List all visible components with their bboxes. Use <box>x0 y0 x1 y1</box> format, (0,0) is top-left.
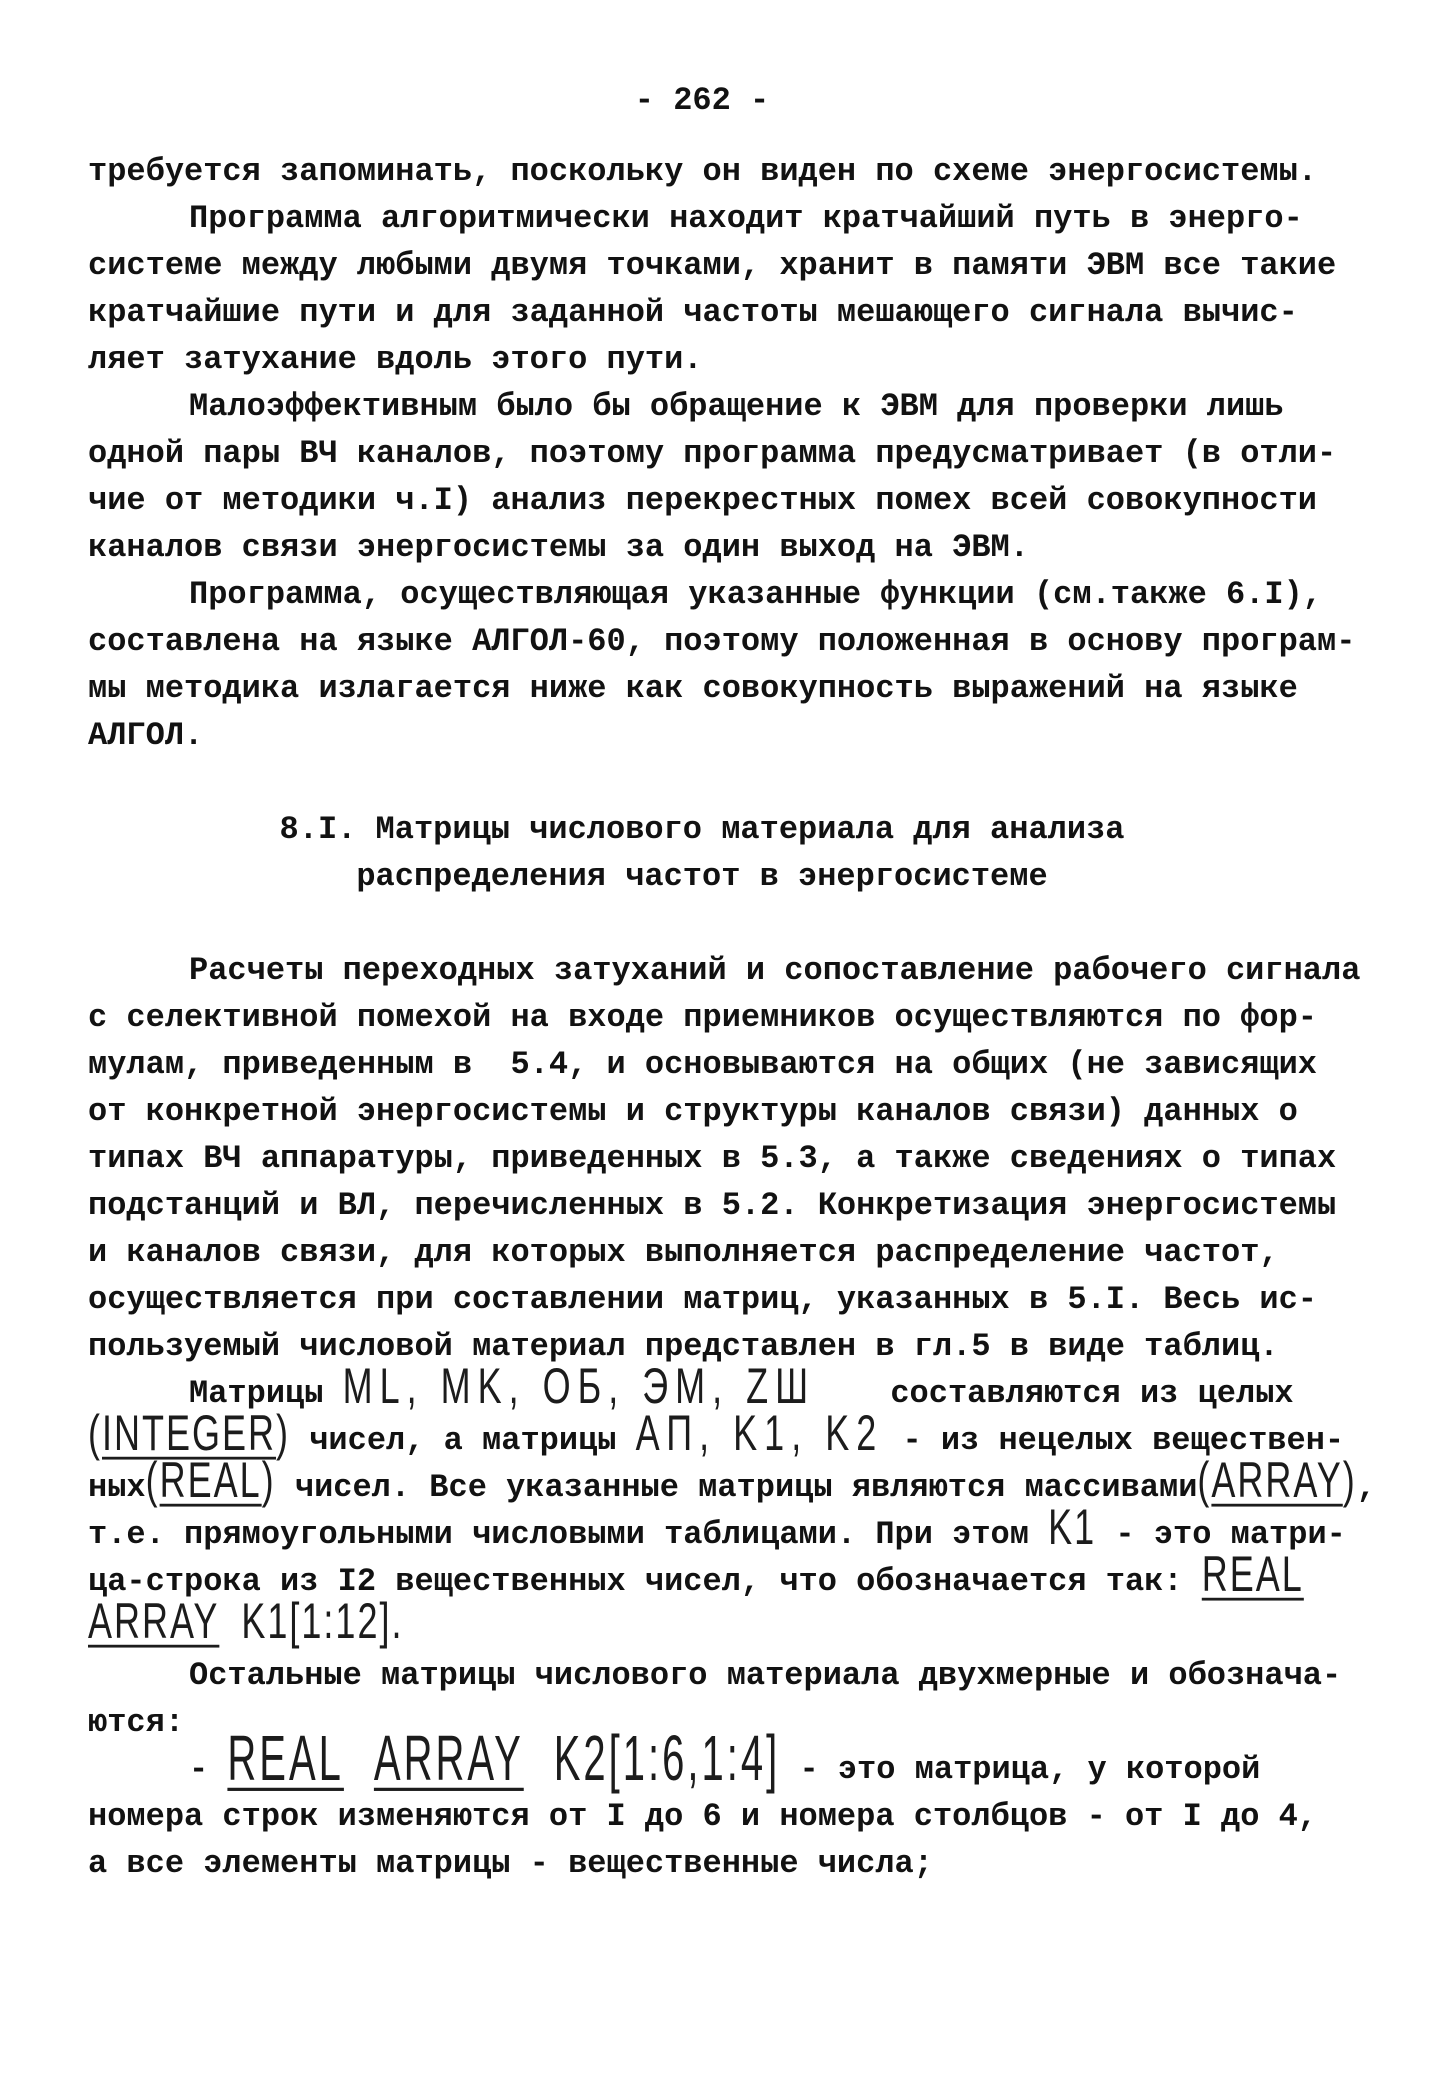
text-segment: составляются из целых <box>871 1375 1294 1412</box>
page-number: - 262 - <box>634 82 770 119</box>
text-segment: - из нецелых веществен- <box>883 1422 1345 1459</box>
text-line: подстанций и ВЛ, перечисленных в 5.2. Конкретизация энергосистемы <box>88 1187 1337 1224</box>
text-line: от конкретной энергосистемы и структуры каналов связи) данных о <box>88 1093 1298 1130</box>
paragraph <box>88 1356 1376 1652</box>
text-line: чие от методики ч.I) анализ перекрестных помех всей совокупности <box>88 482 1317 519</box>
paragraph <box>88 383 1337 571</box>
text-line: с селективной помехой на входе приемников осуществляются по фор- <box>88 999 1317 1036</box>
text-line: системе между любыми двумя точками, хранит в памяти ЭВМ все такие <box>88 247 1337 284</box>
handwritten-annotation: K2[1:6,1:4] <box>553 1723 781 1795</box>
text-line: Расчеты переходных затуханий и сопоставление рабочего сигнала <box>189 952 1361 989</box>
text-line: одной пары ВЧ каналов, поэтому программа предусматривает (в отли- <box>88 435 1337 472</box>
section-heading <box>88 806 1316 900</box>
handwritten-annotation: ) <box>261 1450 276 1508</box>
text-line <box>88 1591 1316 1652</box>
handwritten-annotation: REAL <box>227 1723 344 1795</box>
text-line: каналов связи энергосистемы за один выход на ЭВМ. <box>88 529 1029 566</box>
text-line: осуществляется при составлении матриц, указанных в 5.I. Весь ис- <box>88 1281 1317 1318</box>
text-line: номера строк изменяются от I до 6 и номера столбцов - от I до 4, <box>88 1798 1317 1835</box>
handwritten-annotation: INTEGER <box>102 1403 277 1461</box>
text-line: мулам, приведенным в 5.4, и основываются на общих (не зависящих <box>88 1046 1317 1083</box>
handwritten-annotation: ) <box>276 1403 291 1461</box>
paragraph <box>88 1723 1317 1887</box>
text-line: Остальные матрицы числового материала двухмерные и обознача- <box>189 1657 1342 1694</box>
text-line: типах ВЧ аппаратуры, приведенных в 5.3, а также сведениях о типах <box>88 1140 1337 1177</box>
text-segment: ца-строка из I2 вещественных чисел, что обозначается так: <box>88 1563 1202 1600</box>
text-line: требуется запоминать, поскольку он виден по схеме энергосистемы. <box>88 153 1317 190</box>
section-heading-line: 8.I. Матрицы числового материала для анализа <box>279 811 1125 848</box>
text-segment: - это матрица, у которой <box>780 1751 1261 1788</box>
text-segment: т.е. прямоугольными числовыми таблицами. При этом <box>88 1516 1049 1553</box>
handwritten-annotation: ARRAY <box>1211 1450 1343 1508</box>
handwritten-annotation: ( <box>1197 1450 1212 1508</box>
text-line: Малоэффективным было бы обращение к ЭВМ для проверки лишь <box>189 388 1284 425</box>
text-line: ются: <box>88 1704 185 1741</box>
handwritten-annotation: ML, MK, ОБ, ЭМ, ZШ <box>342 1356 816 1414</box>
handwritten-annotation: ) <box>1342 1450 1357 1508</box>
text-line: составлена на языке АЛГОЛ-60, поэтому положенная в основу програм- <box>88 623 1356 660</box>
text-segment: ных <box>88 1469 146 1506</box>
text-line: Программа, осуществляющая указанные функции (см.также 6.I), <box>189 576 1322 613</box>
paragraph <box>88 571 1356 759</box>
text-line <box>88 1723 1316 1795</box>
handwritten-annotation: АП, K1, K2 <box>635 1403 884 1461</box>
handwritten-annotation: K1[1:12]. <box>241 1591 404 1649</box>
text-line <box>88 1497 1346 1558</box>
handwritten-annotation: ( <box>145 1450 160 1508</box>
text-line: мы методика излагается ниже как совокупность выражений на языке <box>88 670 1298 707</box>
handwritten-annotation: REAL <box>1201 1544 1304 1602</box>
text-line: Программа алгоритмически находит кратчайший путь в энерго- <box>189 200 1303 237</box>
document-page <box>88 77 1376 1887</box>
text-segment: чисел, а матрицы <box>290 1422 636 1459</box>
paragraph <box>88 195 1337 383</box>
handwritten-annotation: REAL <box>159 1450 262 1508</box>
text-line: АЛГОЛ. <box>88 717 204 754</box>
text-line <box>88 1450 1376 1511</box>
text-line: кратчайшие пути и для заданной частоты мешающего сигнала вычис- <box>88 294 1298 331</box>
handwritten-annotation: K1 <box>1048 1497 1097 1555</box>
section-heading-line: распределения частот в энергосистеме <box>356 858 1048 895</box>
text-segment: - это матри- <box>1096 1516 1346 1553</box>
paragraph <box>88 148 1316 195</box>
handwritten-annotation: ARRAY <box>88 1591 220 1649</box>
handwritten-annotation: ARRAY <box>373 1723 524 1795</box>
text-line: и каналов связи, для которых выполняется распределение частот, <box>88 1234 1279 1271</box>
paragraph <box>88 947 1361 1370</box>
text-line: пользуемый числовой материал представлен в гл.5 в виде таблиц. <box>88 1328 1279 1365</box>
handwritten-annotation: ( <box>88 1403 102 1461</box>
text-line: а все элементы матрицы - вещественные числа; <box>88 1845 933 1882</box>
text-segment: Матрицы <box>189 1375 343 1412</box>
text-segment: , <box>1356 1469 1376 1506</box>
text-segment: чисел. Все указанные матрицы являются массивами <box>275 1469 1198 1506</box>
text-line: ляет затухание вдоль этого пути. <box>88 341 703 378</box>
text-segment: - <box>189 1751 228 1788</box>
